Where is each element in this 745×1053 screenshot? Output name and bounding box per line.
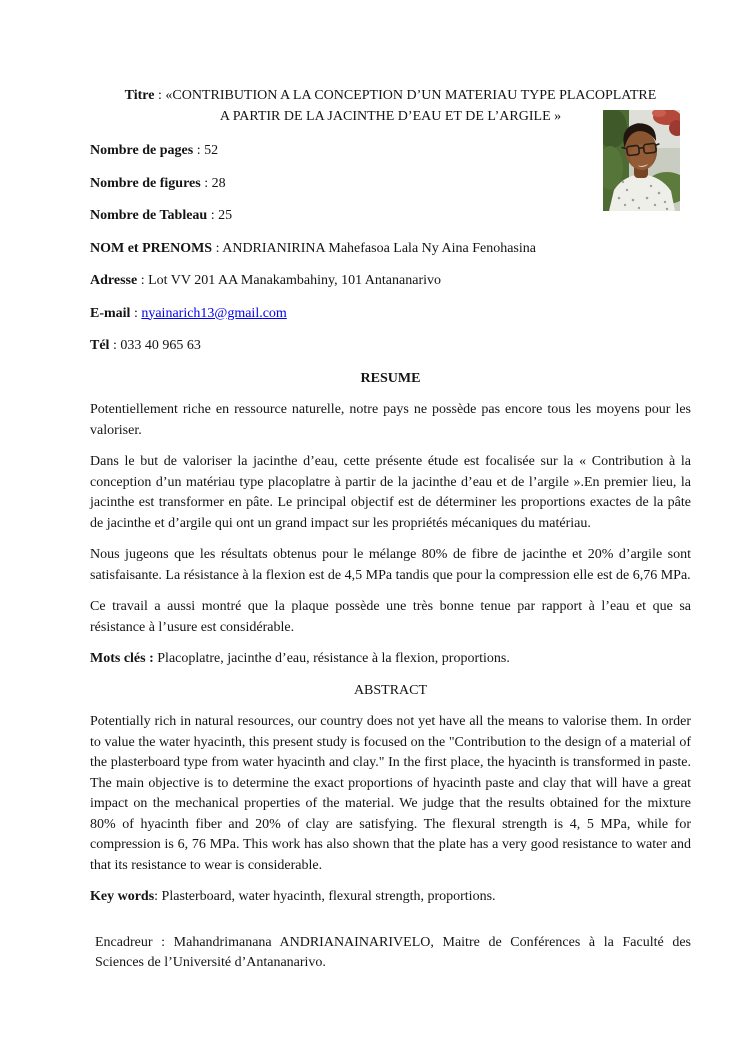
separator: : [109, 338, 121, 353]
address-label: Adresse [90, 273, 138, 288]
email-label: E-mail [90, 305, 131, 321]
separator: : [207, 208, 219, 223]
separator: : [200, 175, 212, 191]
resume-paragraph-4: Ce travail a aussi montré que la plaque possède une très bonne tenue par rapport à l’eau et que sa résistance à l’usure est considérable. [90, 599, 691, 635]
mots-cles-value: Placoplatre, jacinthe d’eau, résistance à la flexion, proportions. [153, 651, 510, 666]
info-row-figures [90, 174, 691, 195]
separator: : [137, 273, 149, 288]
pages-value: 52 [204, 143, 219, 158]
separator: : [130, 305, 142, 321]
title-separator: : [154, 88, 166, 103]
figures-label: Nombre de figures [90, 175, 201, 191]
document-title [90, 86, 691, 127]
author-photo [603, 110, 680, 211]
pages-label: Nombre de pages [90, 143, 194, 158]
resume-paragraph-3: Nous jugeons que les résultats obtenus pour le mélange 80% de fibre de jacinthe et 20% d’argile sont satisfaisante. La résistance à la flexion est de 4,5 MPa tandis que pour la compression elle est de 6,76 MPa. [90, 547, 691, 583]
info-row-name [90, 239, 691, 260]
address-value: Lot VV 201 AA Manakambahiny, 101 Antananarivo [148, 273, 442, 288]
resume-paragraph-1: Potentiellement riche en ressource naturelle, notre pays ne possède pas encore tous les moyens pour les valoriser. [90, 402, 691, 438]
info-row-phone [90, 336, 691, 357]
resume-heading: RESUME [360, 370, 421, 386]
key-words-line [90, 887, 691, 908]
figures-value: 28 [211, 175, 226, 191]
title-line1: «CONTRIBUTION A LA CONCEPTION D’UN MATERIAU TYPE PLACOPLATRE [165, 88, 657, 103]
tables-value: 25 [218, 208, 233, 223]
name-value: ANDRIANIRINA Mahefasoa Lala Ny Aina Fenohasina [222, 240, 536, 256]
resume-paragraph-2: Dans le but de valoriser la jacinthe d’eau, cette présente étude est focalisée sur la « Contribution à la conception d’un matériau type placoplatre à partir de la jacinthe d’eau et de l’argile ».En premier lieu, la jacinthe est transformer en pâte. Le principal objectif est de déterminer les proportions exactes de la pâte de jacinthe et d’argile qui ont un grand impact sur les propriétés mécaniques du matériau. [90, 454, 691, 531]
info-row-email [90, 304, 691, 325]
key-words-label: Key words [90, 889, 155, 904]
document-content [90, 86, 691, 974]
info-row-address [90, 271, 691, 292]
info-row-tables [90, 206, 691, 227]
name-label: NOM et PRENOMS [90, 240, 213, 256]
title-label: Titre [124, 88, 155, 103]
tables-label: Nombre de Tableau [90, 208, 208, 223]
phone-value: 033 40 965 63 [120, 338, 201, 353]
info-row-pages [90, 141, 691, 162]
mots-cles-line [90, 649, 691, 670]
separator: : [193, 143, 205, 158]
phone-label: Tél [90, 338, 110, 353]
title-line2: A PARTIR DE LA JACINTHE D’EAU ET DE L’ARGILE » [219, 108, 562, 124]
abstract-heading: ABSTRACT [353, 682, 428, 698]
separator: : [212, 240, 223, 256]
email-link[interactable]: nyainarich13@gmail.com [141, 305, 287, 321]
mots-cles-label: Mots clés : [90, 651, 154, 666]
encadreur-line: Encadreur : Mahandrimanana ANDRIANAINARIVELO, Maitre de Conférences à la Faculté des Sciences de l’Université d’Antananarivo. [95, 934, 691, 970]
abstract-paragraph: Potentially rich in natural resources, our country does not yet have all the means to valorise them. In order to value the water hyacinth, this present study is focused on the "Contribution to the design of a material of the plasterboard type from water hyacinth and clay." In the first place, the hyacinth is transformed in paste. The main objective is to determine the exact proportions of hyacinth paste and clay that will have a great impact on the mechanical properties of the material. We judge that the results obtained for the mixture 80% of hyacinth fiber and 20% of clay are satisfying. The flexural strength is 4, 5 MPa, while for compression is 6, 76 MPa. This work has also shown that the plate has a very good resistance to water and that its resistance to wear is considerable. [90, 714, 691, 873]
author-portrait-illustration [603, 110, 680, 211]
key-words-value: : Plasterboard, water hyacinth, flexural strength, proportions. [154, 889, 496, 904]
